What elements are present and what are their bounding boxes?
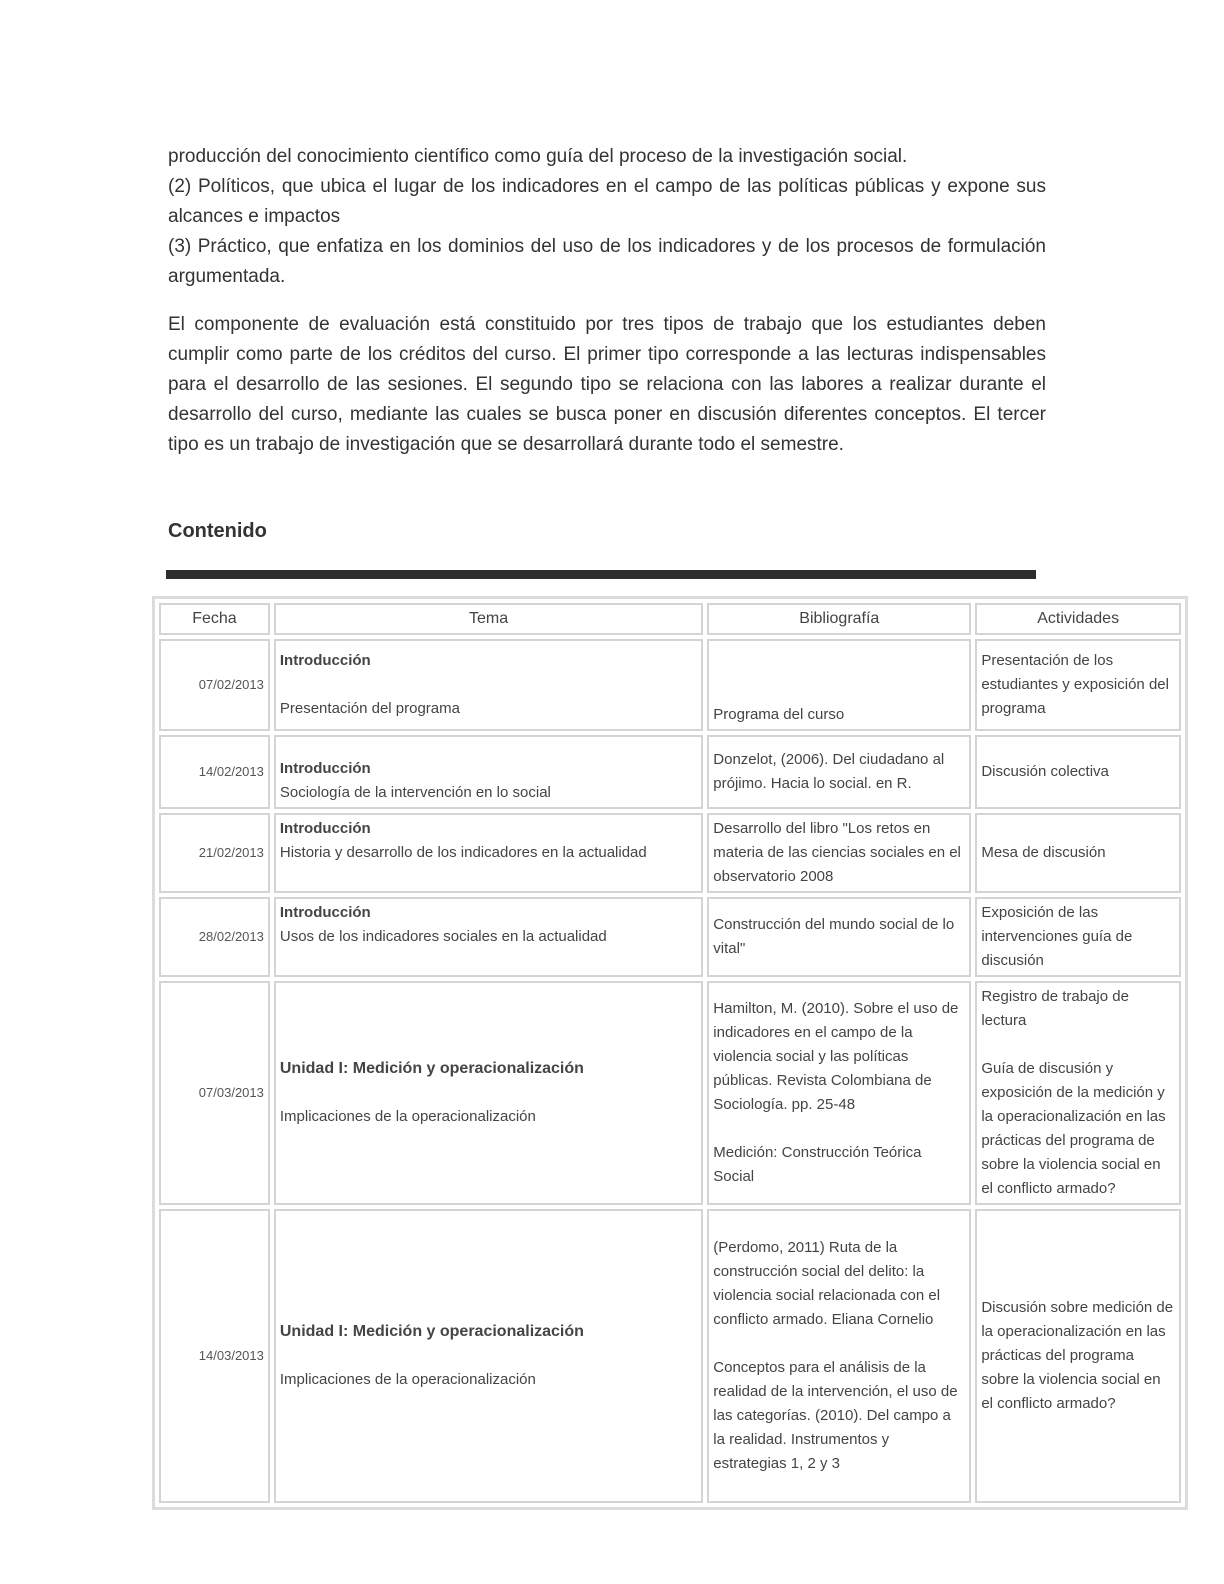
activity-entry: Presentación de los estudiantes y exposición del programa — [981, 652, 1169, 717]
table-row — [159, 1209, 1181, 1503]
activity-entry: Registro de trabajo de lectura — [981, 988, 1129, 1029]
biblio-entry: Programa del curso — [713, 706, 845, 723]
intro-line: producción del conocimiento científico como guía del proceso de la investigación social. — [168, 146, 908, 167]
date-cell: 07/03/2013 — [159, 981, 270, 1205]
table-row — [159, 981, 1181, 1205]
page-body — [168, 142, 1046, 460]
biblio-cell — [707, 897, 971, 977]
topic-cell — [274, 1209, 703, 1503]
activity-cell — [975, 897, 1181, 977]
topic-title: Introducción — [279, 760, 371, 777]
date-cell: 21/02/2013 — [159, 813, 270, 893]
activity-entry: Discusión colectiva — [981, 763, 1109, 780]
topic-title: Introducción — [279, 904, 371, 921]
topic-title: Unidad I: Medición y operacionalización — [279, 1060, 584, 1077]
activity-entry: Discusión sobre medición de la operacionalización en las prácticas del programa sobre la violencia social en el conflicto armado? — [981, 1299, 1174, 1412]
biblio-entry: Donzelot, (2006). Del ciudadano al prójimo. Hacia lo social. en R. — [713, 751, 945, 792]
biblio-entry: (Perdomo, 2011) Ruta de la construcción social del delito: la violencia social relacionada con el conflicto armado. Eliana Cornelio — [713, 1239, 941, 1328]
intro-line: (2) Políticos, que ubica el lugar de los indicadores en el campo de las políticas públicas y expone sus alcances e impactos — [168, 176, 1046, 227]
biblio-entry: Hamilton, M. (2010). Sobre el uso de indicadores en el campo de la violencia social y las políticas públicas. Revista Colombiana de Sociología. pp. 25-48 — [713, 1000, 959, 1113]
topic-cell — [274, 639, 703, 731]
header-bibliografia: Bibliografía — [707, 603, 971, 635]
table-row — [159, 897, 1181, 977]
topic-cell — [274, 813, 703, 893]
schedule-table — [152, 596, 1188, 1510]
biblio-entry: Medición: Construcción Teórica Social — [713, 1144, 922, 1185]
activity-entry: Guía de discusión y exposición de la medición y la operacionalización en las prácticas del programa de sobre la violencia social en el conflicto armado? — [981, 1060, 1166, 1197]
activity-cell — [975, 735, 1181, 809]
topic-cell — [274, 981, 703, 1205]
date-cell: 14/03/2013 — [159, 1209, 270, 1503]
biblio-cell — [707, 639, 971, 731]
topic-subtitle: Usos de los indicadores sociales en la actualidad — [279, 928, 607, 945]
activity-entry: Exposición de las intervenciones guía de discusión — [981, 904, 1133, 969]
header-fecha: Fecha — [159, 603, 270, 635]
header-tema: Tema — [274, 603, 703, 635]
table-row — [159, 813, 1181, 893]
biblio-entry: Conceptos para el análisis de la realidad de la intervención, el uso de las categorías. (2010). Del campo a la realidad. Instrumentos y estrategias 1, 2 y 3 — [713, 1359, 958, 1472]
topic-subtitle: Presentación del programa — [279, 700, 460, 717]
biblio-entry: Desarrollo del libro "Los retos en materia de las ciencias sociales en el observatorio 2008 — [713, 820, 961, 885]
section-heading: Contenido — [168, 520, 267, 542]
heavy-rule-divider — [166, 570, 1036, 579]
activity-entry: Mesa de discusión — [981, 844, 1106, 861]
biblio-cell — [707, 735, 971, 809]
topic-subtitle: Implicaciones de la operacionalización — [279, 1108, 536, 1125]
topic-title: Introducción — [279, 652, 371, 669]
topic-subtitle: Implicaciones de la operacionalización — [279, 1371, 536, 1388]
table-row — [159, 639, 1181, 731]
intro-line: (3) Práctico, que enfatiza en los dominios del uso de los indicadores y de los procesos de formulación argumentada. — [168, 236, 1046, 287]
topic-subtitle: Historia y desarrollo de los indicadores en la actualidad — [279, 844, 647, 861]
biblio-cell — [707, 813, 971, 893]
biblio-cell — [707, 1209, 971, 1503]
topic-cell — [274, 897, 703, 977]
activity-cell — [975, 981, 1181, 1205]
date-cell: 07/02/2013 — [159, 639, 270, 731]
biblio-cell — [707, 981, 971, 1205]
date-cell: 28/02/2013 — [159, 897, 270, 977]
topic-subtitle: Sociología de la intervención en lo social — [279, 784, 551, 801]
evaluation-paragraph: El componente de evaluación está constituido por tres tipos de trabajo que los estudiantes deben cumplir como parte de los créditos del curso. El primer tipo corresponde a las lecturas indispensables para el desarrollo de las sesiones. El segundo tipo se relaciona con las labores a realizar durante el desarrollo del curso, mediante las cuales se busca poner en discusión diferentes conceptos. El tercer tipo es un trabajo de investigación que se desarrollará durante todo el semestre. — [168, 314, 1046, 455]
date-cell: 14/02/2013 — [159, 735, 270, 809]
topic-cell — [274, 735, 703, 809]
table-row — [159, 735, 1181, 809]
topic-title: Unidad I: Medición y operacionalización — [279, 1323, 584, 1340]
activity-cell — [975, 1209, 1181, 1503]
topic-title: Introducción — [279, 820, 371, 837]
header-actividades: Actividades — [975, 603, 1181, 635]
activity-cell — [975, 813, 1181, 893]
table-header-row — [159, 603, 1181, 635]
activity-cell — [975, 639, 1181, 731]
biblio-entry: Construcción del mundo social de lo vital" — [713, 916, 955, 957]
